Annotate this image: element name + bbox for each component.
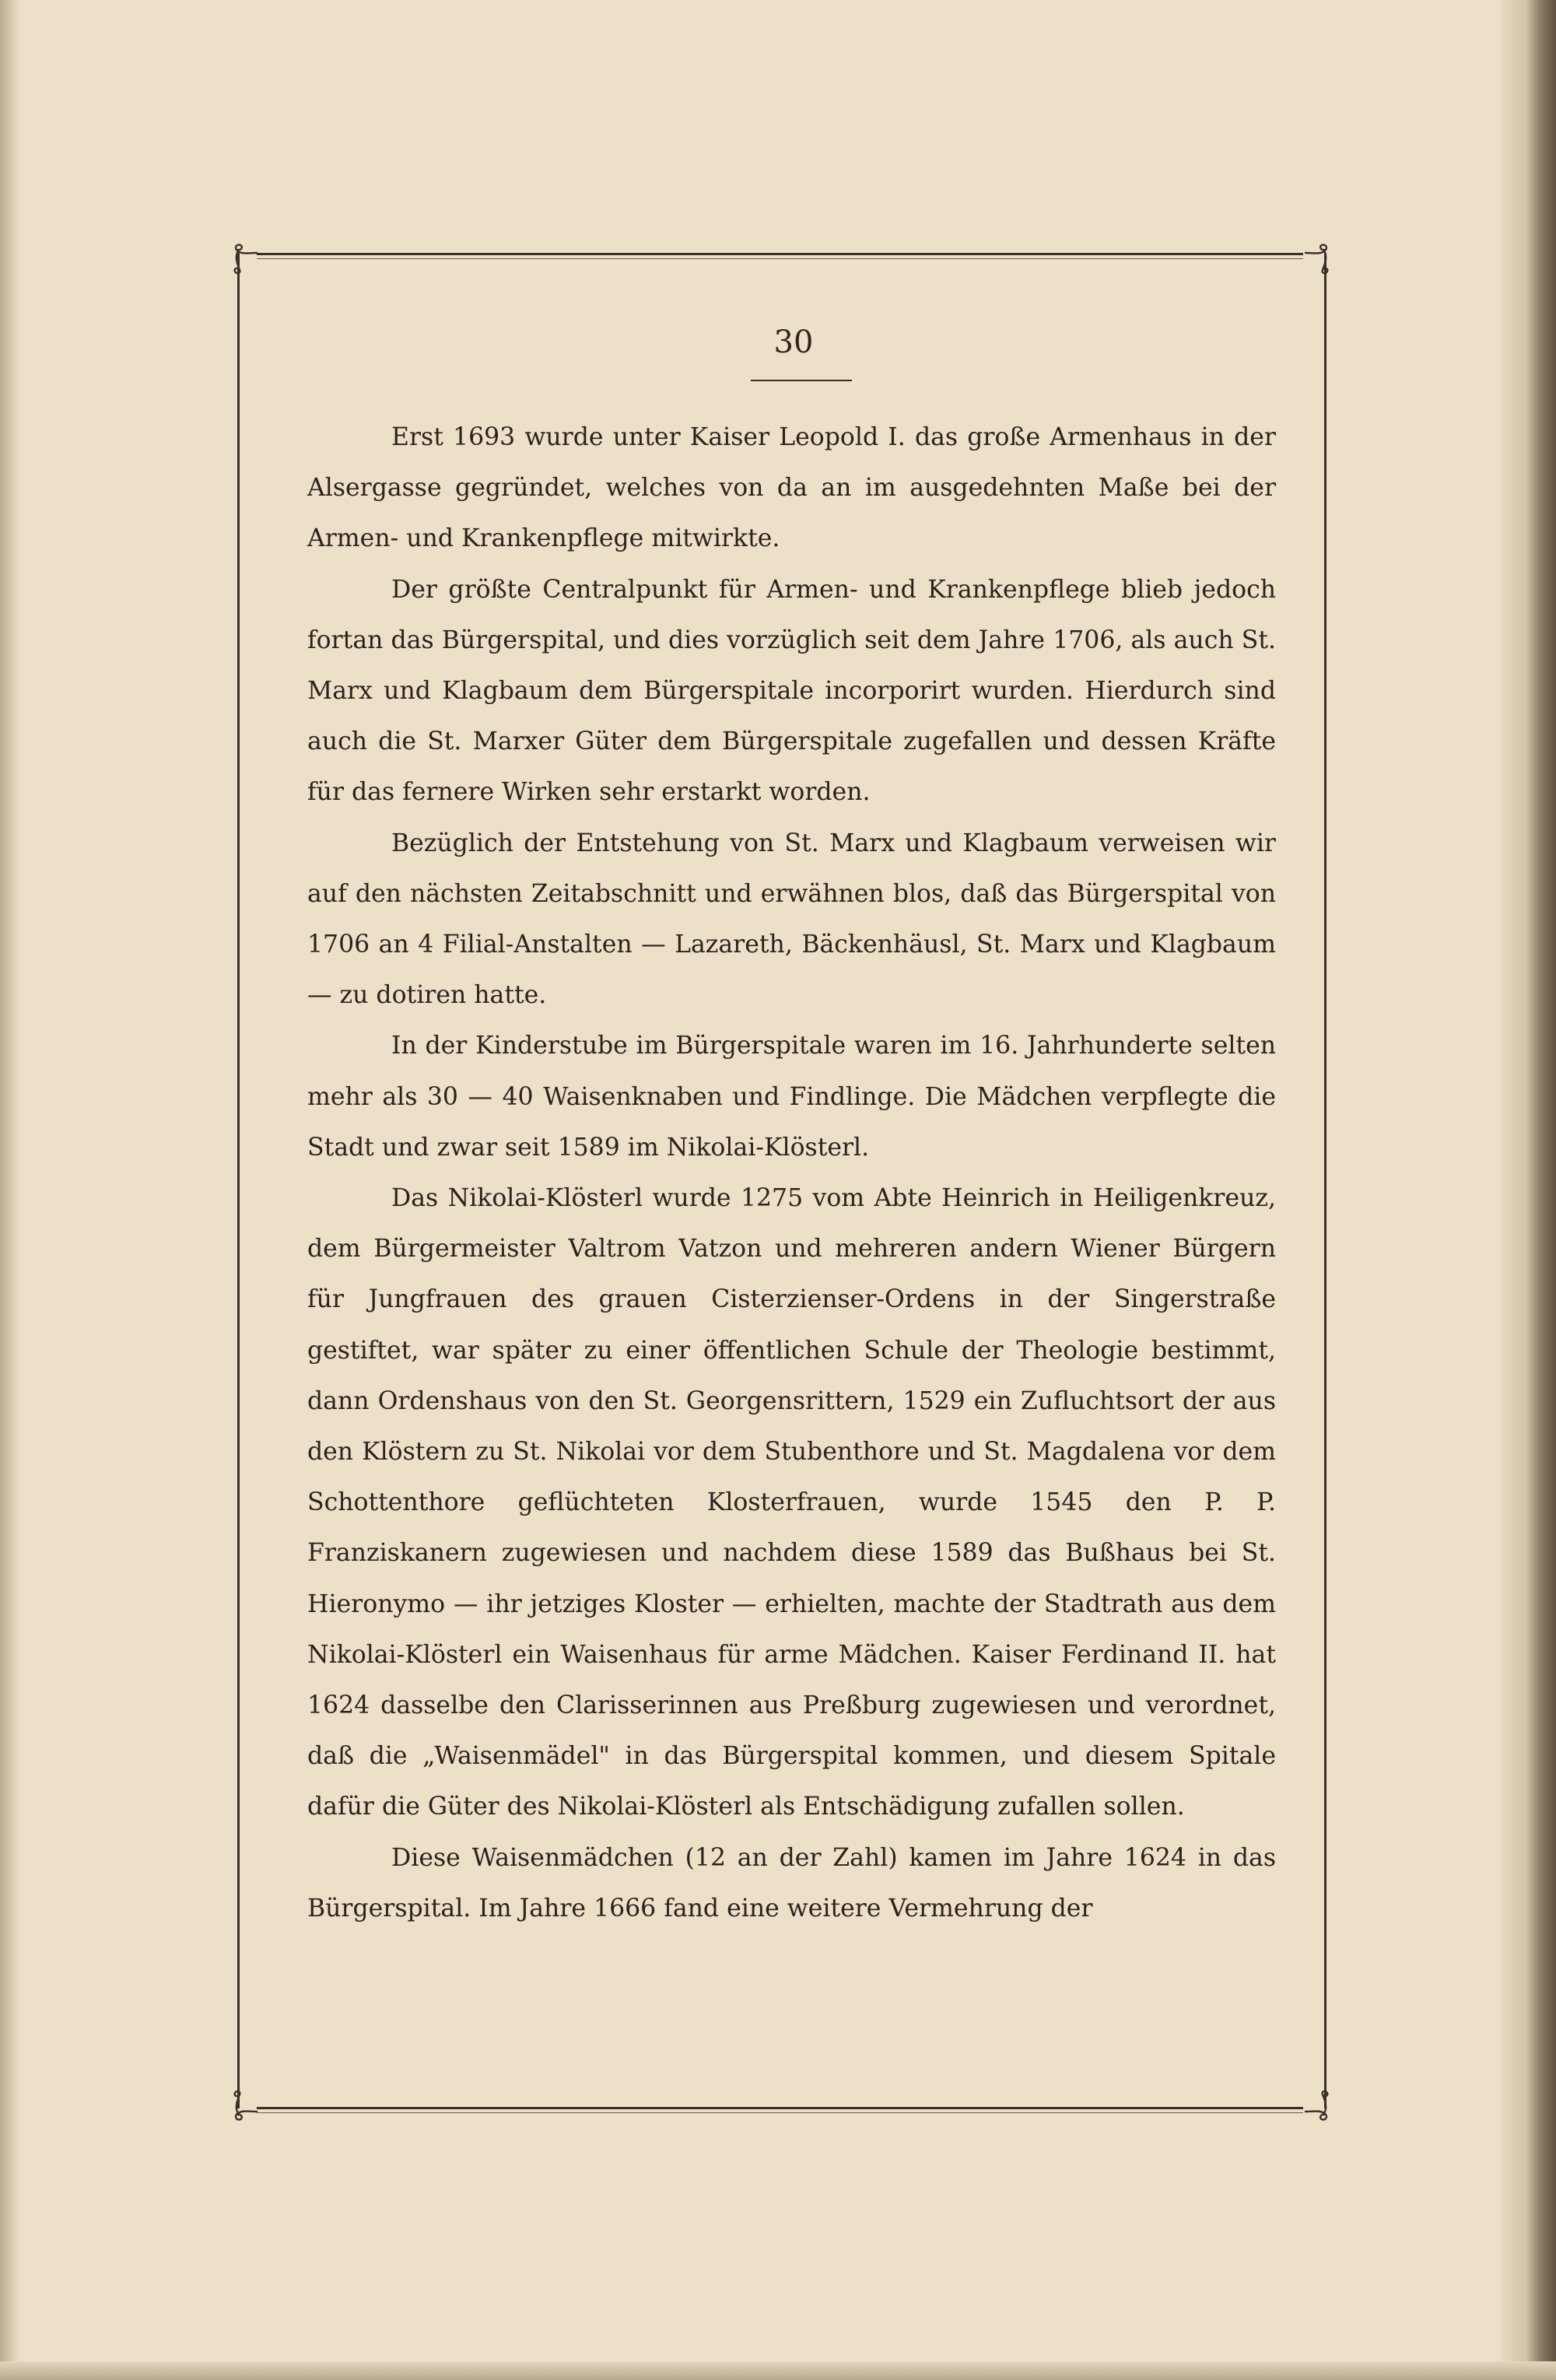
paragraph: Bezüglich der Entstehung von St. Marx und Klagbaum verweisen wir auf den nächsten Zeitabschnitt und erwähnen blos, daß das Bürgerspital von 1706 an 4 Filial-Anstalten — Lazareth, Bäckenhäusl, St. Marx und Klagbaum — zu dotiren hatte.: [307, 829, 1276, 1010]
book-spine-edge: [1502, 0, 1556, 2380]
scroll-flourish-icon: [1299, 239, 1337, 276]
paragraph: Diese Waisenmädchen (12 an der Zahl) kamen im Jahre 1624 in das Bürgerspital. Im Jahre 1666 fand eine weitere Vermehrung der: [307, 1843, 1276, 1923]
paragraph: Erst 1693 wurde unter Kaiser Leopold I. das große Armenhaus in der Alsergasse gegründet, welches von da an im ausgedehnten Maße bei der Armen- und Krankenpflege mitwirkte.: [307, 423, 1276, 553]
paragraph: In der Kinderstube im Bürgerspitale waren im 16. Jahrhunderte selten mehr als 30 — 40 Waisenknaben und Findlinge. Die Mädchen verpflegte die Stadt und zwar seit 1589 im Nikolai-Klösterl.: [307, 1032, 1276, 1162]
frame-top-rule: [257, 253, 1303, 255]
body-text: [307, 412, 1276, 1934]
paragraph: Der größte Centralpunkt für Armen- und Krankenpflege blieb jedoch fortan das Bürgerspital, und dies vorzüglich seit dem Jahre 1706, als auch St. Marx und Klagbaum dem Bürgerspitale incorporirt wurden. Hierdurch sind auch die St. Marxer Güter dem Bürgerspitale zugefallen und dessen Kräfte für das fernere Wirken sehr erstarkt worden.: [307, 575, 1276, 807]
scan-edge-left: [0, 0, 20, 2380]
page-number-rule: [751, 380, 852, 381]
frame-bottom-rule: [257, 2107, 1303, 2109]
scan-edge-bottom: [0, 2361, 1556, 2380]
scroll-flourish-icon: [1299, 2088, 1337, 2126]
page-number: 30: [773, 324, 814, 360]
scroll-flourish-icon: [226, 239, 263, 276]
paragraph: Das Nikolai-Klösterl wurde 1275 vom Abte Heinrich in Heiligenkreuz, dem Bürgermeister Valtrom Vatzon und mehreren andern Wiener Bürgern für Jungfrauen des grauen Cisterzienser-Ordens in der Singerstraße gestiftet, war später zu einer öffentlichen Schule der Theologie bestimmt, dann Ordenshaus von den St. Georgensrittern, 1529 ein Zufluchtsort der aus den Klöstern zu St. Nikolai vor dem Stubenthore und St. Magdalena vor dem Schottenthore geflüchteten Klosterfrauen, wurde 1545 den P. P. Franziskanern zugewiesen und nachdem diese 1589 das Bußhaus bei St. Hieronymo — ihr jetziges Kloster — erhielten, machte der Stadtrath aus dem Nikolai-Klösterl ein Waisenhaus für arme Mädchen. Kaiser Ferdinand II. hat 1624 dasselbe den Clarisserinnen aus Preßburg zugewiesen und verordnet, daß die „Waisenmädel" in das Bürgerspital kommen, und diesem Spitale dafür die Güter des Nikolai-Klösterl als Entschädigung zufallen sollen.: [307, 1184, 1276, 1821]
scroll-flourish-icon: [226, 2088, 263, 2126]
